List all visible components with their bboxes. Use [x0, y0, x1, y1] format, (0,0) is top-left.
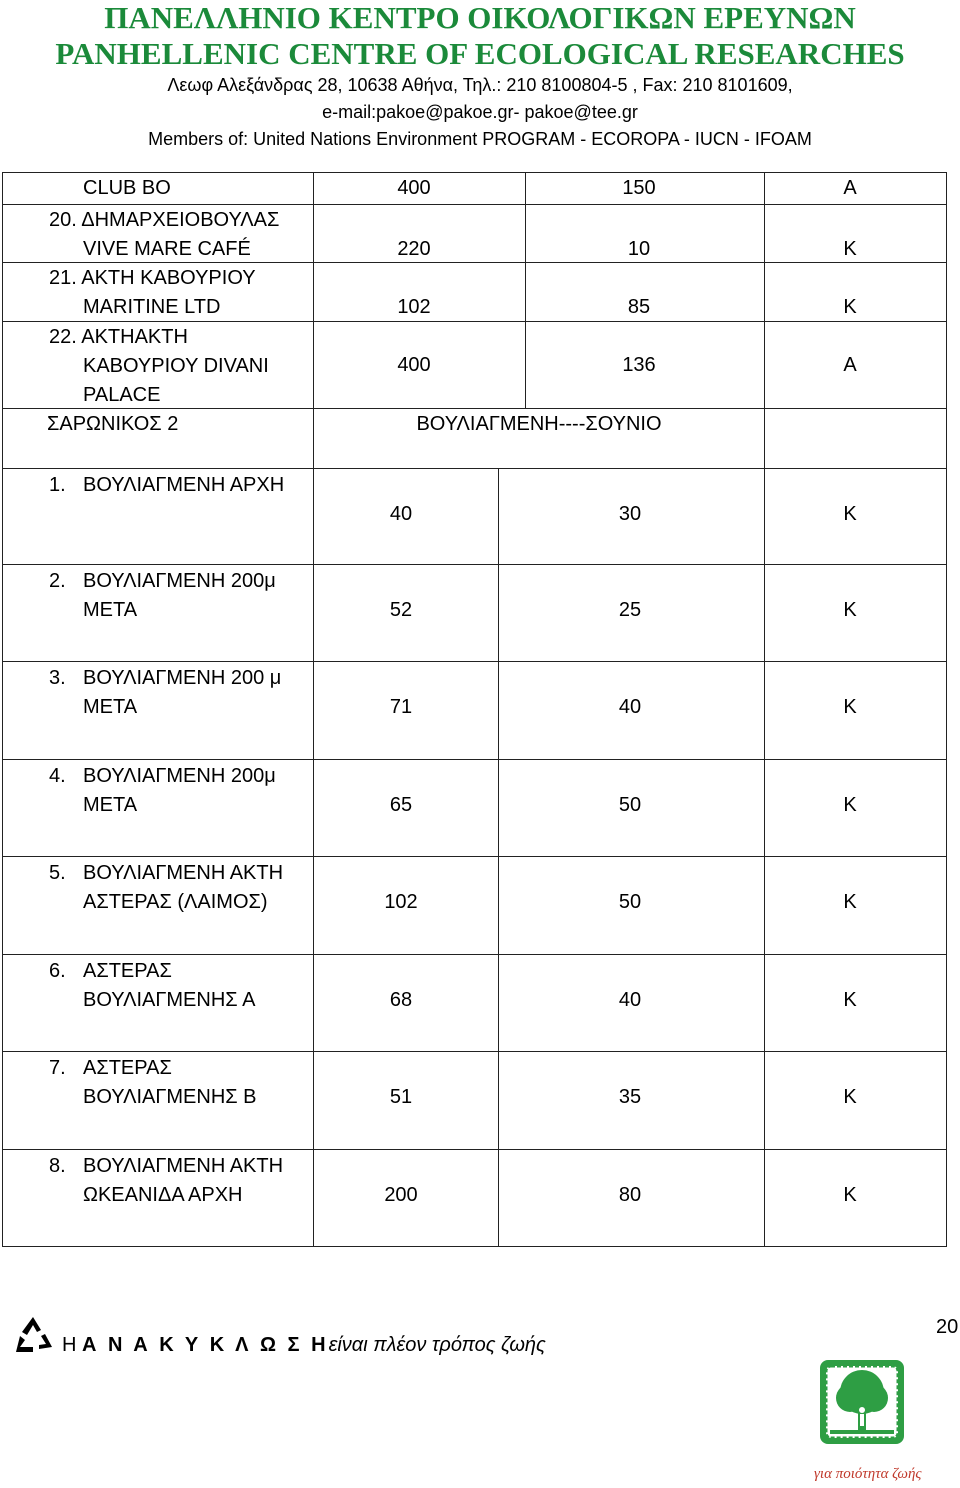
location-name-line: ΩΚΕΑΝΙΔΑ ΑΡΧΗ: [83, 1184, 243, 1206]
class-cell: A: [843, 354, 857, 376]
recycling-slogan: [62, 1334, 546, 1357]
org-title-english: PANHELLENIC CENTRE OF ECOLOGICAL RESEARCHES: [55, 36, 905, 71]
location-name-line: VIVE MARE CAFÉ: [83, 238, 251, 260]
class-cell: K: [843, 238, 857, 260]
members-line: Members of: United Nations Environment PROGRAM - ECOROPA - IUCN - IFOAM: [148, 129, 812, 149]
class-cell: K: [843, 989, 857, 1011]
class-cell: K: [843, 503, 857, 525]
org-title-greek: ΠΑΝΕΛΛΗΝΙΟ ΚΕΝΤΡΟ ΟΙΚΟΛΟΓΙΚΩΝ ΕΡΕΥΝΩΝ: [104, 0, 856, 35]
location-name-line: ΒΟΥΛΙΑΓΜΕΝΗ ΑΡΧΗ: [83, 474, 285, 496]
location-name-line: ΚΑΒΟΥΡΙΟΥ DIVANI: [83, 355, 269, 377]
table-row: [3, 322, 946, 409]
table-row: [3, 857, 946, 955]
value-cell: 50: [618, 794, 642, 816]
value-cell: 68: [389, 989, 413, 1011]
value-cell: 136: [622, 354, 656, 376]
measurement-table: [2, 172, 947, 1247]
location-name-line: 22. ΑΚΤΗΑΚΤΗ: [49, 326, 188, 348]
location-name-line: ΑΣΤΕΡΑΣ: [83, 960, 172, 982]
column-divider: [764, 409, 765, 468]
location-name-line: ΒΟΥΛΙΑΓΜΕΝΗ 200μ: [83, 570, 276, 592]
row-number: 8.: [49, 1155, 66, 1177]
row-number: 5.: [49, 862, 66, 884]
tree-person-logo-icon: [820, 1360, 904, 1444]
value-cell: 200: [384, 1184, 418, 1206]
section-route-label: ΒΟΥΛΙΑΓΜΕΝΗ----ΣΟΥΝΙΟ: [416, 413, 662, 435]
section-header-row: [3, 409, 946, 469]
class-cell: K: [843, 1184, 857, 1206]
location-name-line: ΒΟΥΛΙΑΓΜΕΝΗ 200 μ: [83, 667, 282, 689]
value-cell: 400: [397, 354, 431, 376]
value-cell: 220: [397, 238, 431, 260]
recycle-icon: [12, 1314, 54, 1356]
row-number: 2.: [49, 570, 66, 592]
location-name-line: MARITINE LTD: [83, 296, 221, 318]
value-cell: 85: [627, 296, 651, 318]
location-name-line: ΑΣΤΕΡΑΣ (ΛΑΙΜΟΣ): [83, 891, 268, 913]
letterhead: [0, 0, 960, 152]
value-cell: 150: [622, 177, 656, 199]
value-cell: 10: [627, 238, 651, 260]
value-cell: 65: [389, 794, 413, 816]
logo-caption: για ποιότητα ζωής: [814, 1466, 922, 1482]
section-region-label: ΣΑΡΩΝΙΚΟΣ 2: [47, 413, 179, 435]
value-cell: 40: [618, 696, 642, 718]
value-cell: 52: [389, 599, 413, 621]
value-cell: 50: [618, 891, 642, 913]
row-number: 1.: [49, 474, 66, 496]
location-name-line: ΒΟΥΛΙΑΓΜΕΝΗΣ Α: [83, 989, 256, 1011]
location-name-line: CLUB BO: [83, 177, 171, 199]
class-cell: K: [843, 696, 857, 718]
table-row: [3, 565, 946, 662]
location-name-line: ΒΟΥΛΙΑΓΜΕΝΗ ΑΚΤΗ: [83, 1155, 284, 1177]
class-cell: K: [843, 296, 857, 318]
location-name-line: ΜΕΤΑ: [83, 794, 138, 816]
table-row: [3, 263, 946, 322]
class-cell: K: [843, 599, 857, 621]
table-row: [3, 1150, 946, 1247]
slogan-bold: Α Ν Α Κ Υ Κ Λ Ω Σ Η: [82, 1334, 329, 1356]
value-cell: 51: [389, 1086, 413, 1108]
address-line: Λεωφ Αλεξάνδρας 28, 10638 Αθήνα, Τηλ.: 210 8100804-5 , Fax: 210 8101609,: [167, 75, 793, 95]
table-row: [3, 469, 946, 565]
location-name-line: PALACE: [83, 384, 161, 406]
location-name-line: ΜΕΤΑ: [83, 696, 138, 718]
row-number: 6.: [49, 960, 66, 982]
slogan-h: Η: [62, 1334, 77, 1356]
location-name-line: ΑΣΤΕΡΑΣ: [83, 1057, 172, 1079]
value-cell: 40: [389, 503, 413, 525]
row-number: 7.: [49, 1057, 66, 1079]
location-name-line: ΒΟΥΛΙΑΓΜΕΝΗΣ Β: [83, 1086, 257, 1108]
value-cell: 40: [618, 989, 642, 1011]
slogan-italic: είναι πλέον τρόπος ζωής: [328, 1334, 546, 1356]
value-cell: 25: [618, 599, 642, 621]
page-number: 20: [936, 1316, 959, 1338]
location-name-line: 20. ΔΗΜΑΡΧΕΙΟΒΟΥΛΑΣ: [49, 209, 280, 231]
table-row: [3, 760, 946, 857]
value-cell: 102: [397, 296, 431, 318]
value-cell: 400: [397, 177, 431, 199]
class-cell: A: [843, 177, 857, 199]
class-cell: K: [843, 891, 857, 913]
location-name-line: ΒΟΥΛΙΑΓΜΕΝΗ 200μ: [83, 765, 276, 787]
class-cell: K: [843, 1086, 857, 1108]
value-cell: 30: [618, 503, 642, 525]
table-row: [3, 662, 946, 760]
row-number: 3.: [49, 667, 66, 689]
value-cell: 71: [389, 696, 413, 718]
value-cell: 102: [384, 891, 418, 913]
email-line: e-mail:pakoe@pakoe.gr- pakoe@tee.gr: [322, 102, 638, 122]
location-name-line: ΜΕΤΑ: [83, 599, 138, 621]
table-row: [3, 173, 946, 205]
class-cell: K: [843, 794, 857, 816]
table-row: [3, 205, 946, 263]
row-number: 4.: [49, 765, 66, 787]
location-name-line: ΒΟΥΛΙΑΓΜΕΝΗ ΑΚΤΗ: [83, 862, 284, 884]
location-name-line: 21. ΑΚΤΗ ΚΑΒΟΥΡΙΟΥ: [49, 267, 256, 289]
table-row: [3, 1052, 946, 1150]
value-cell: 80: [618, 1184, 642, 1206]
value-cell: 35: [618, 1086, 642, 1108]
table-row: [3, 955, 946, 1052]
